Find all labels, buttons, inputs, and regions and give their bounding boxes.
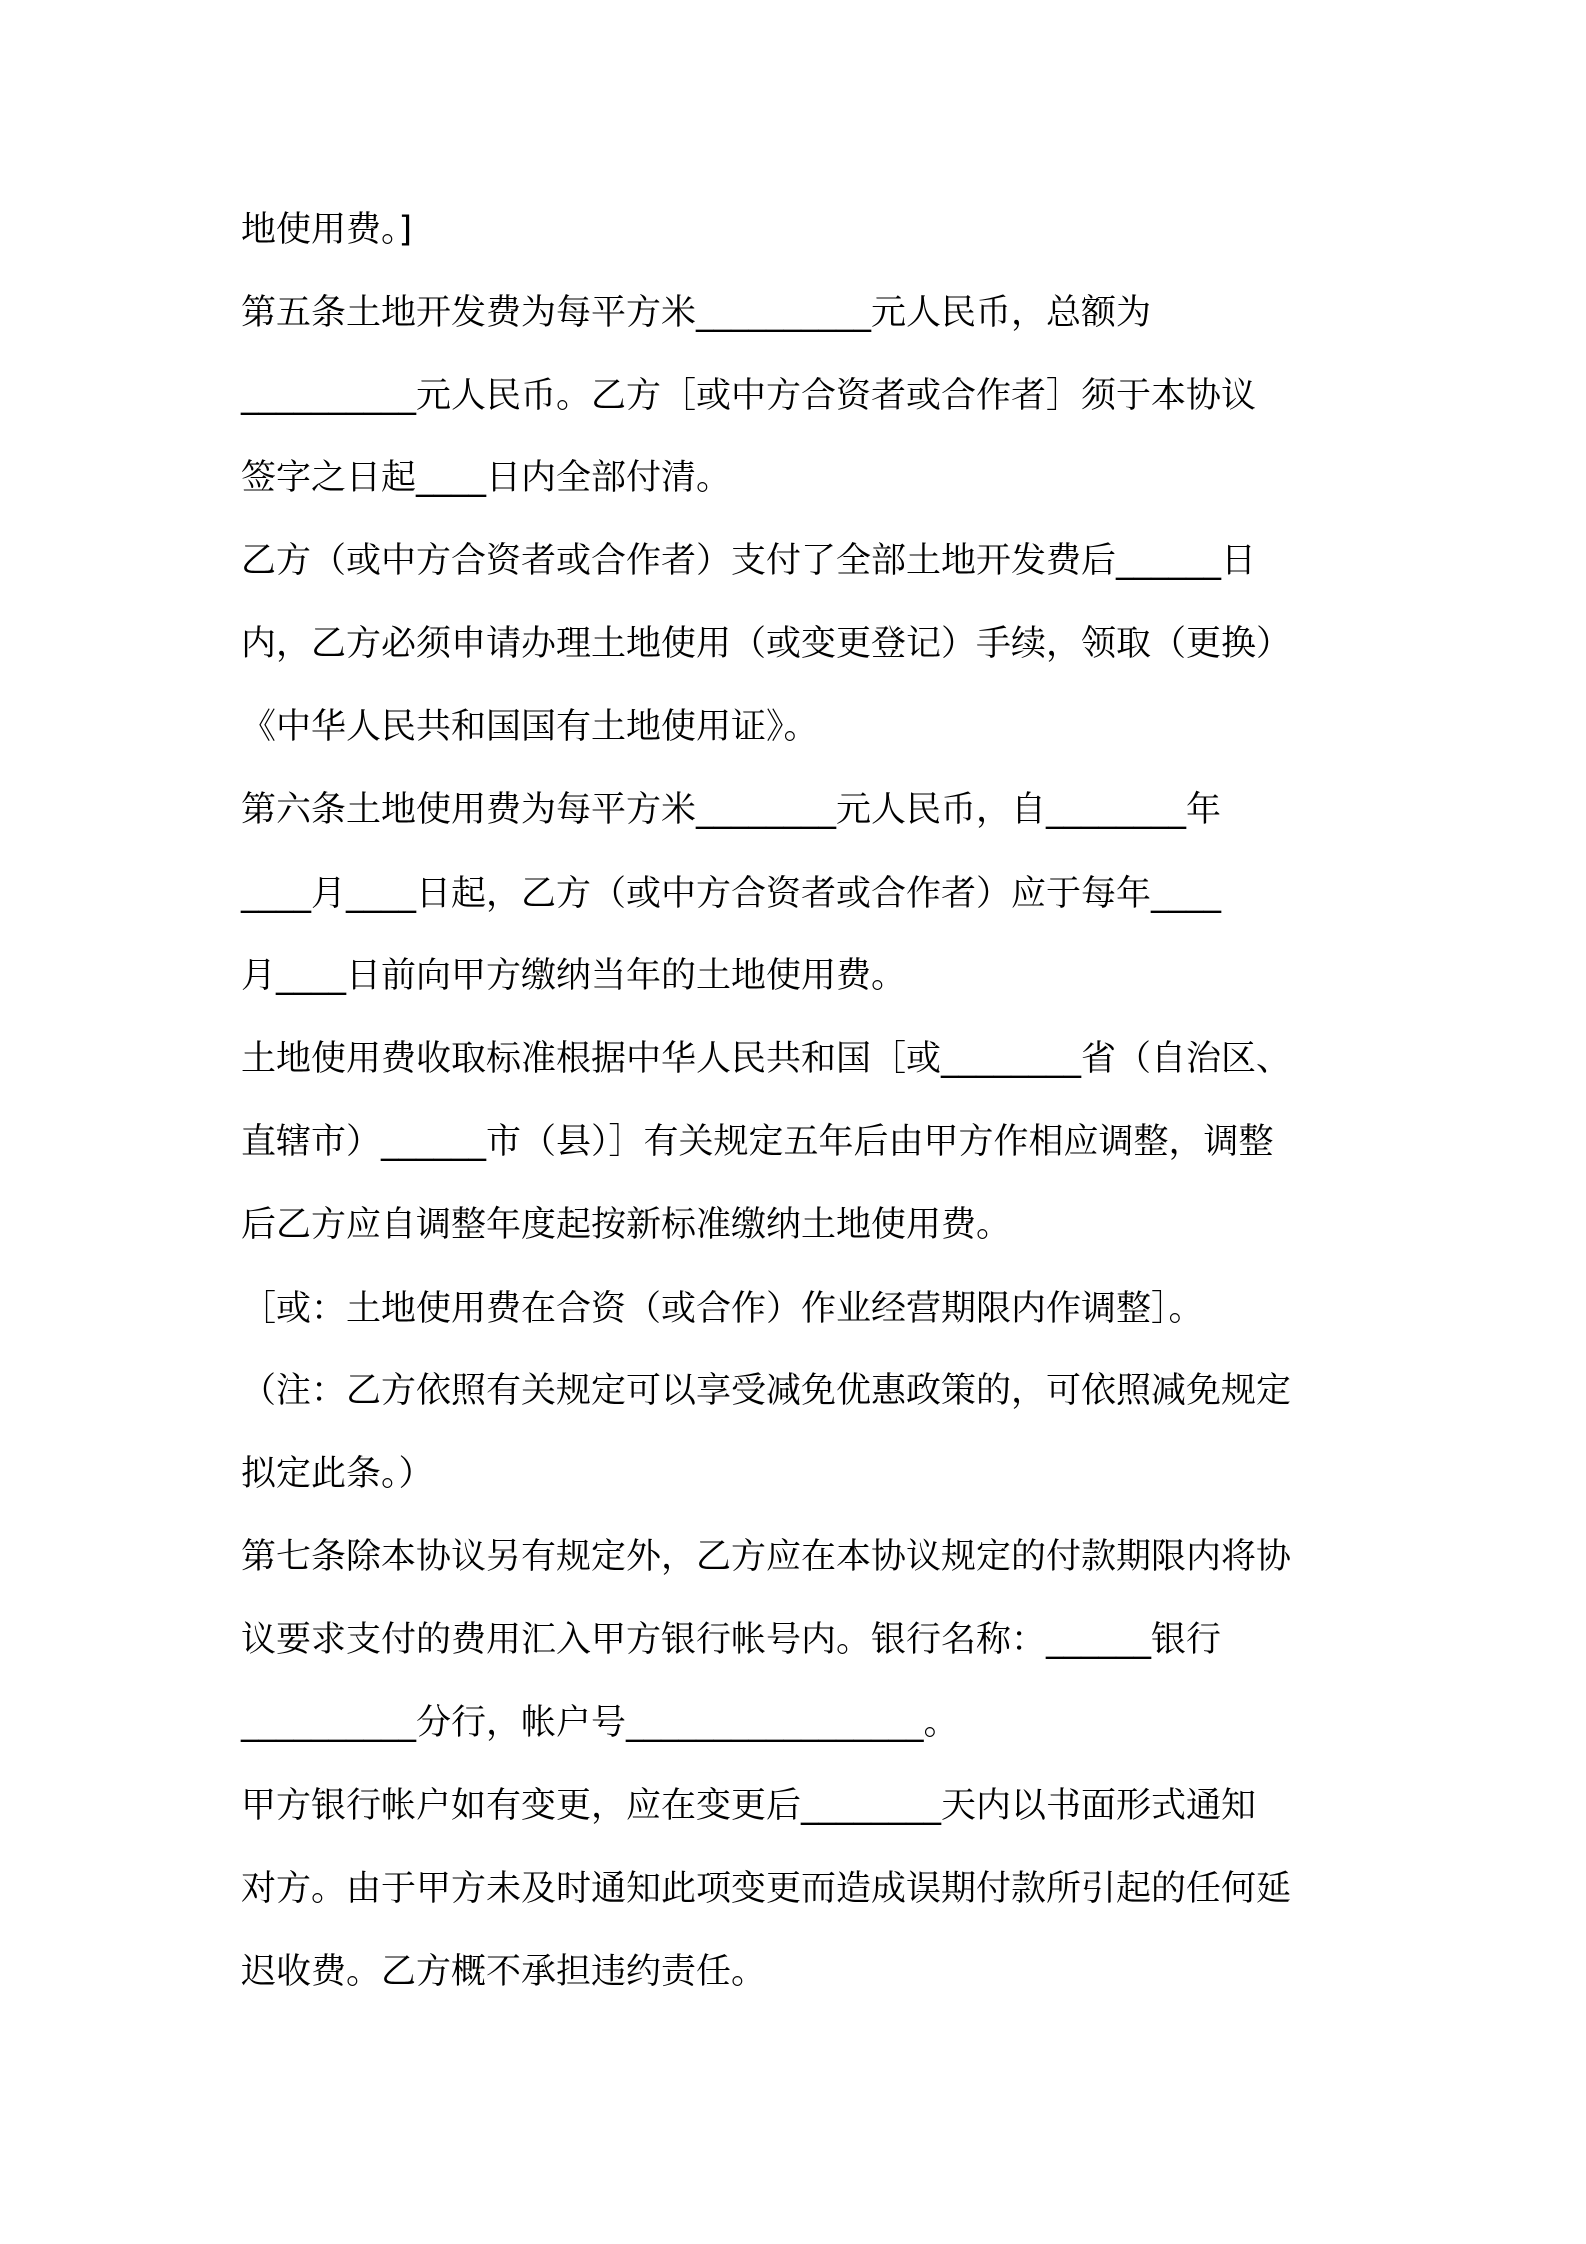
- text-line: 对方。由于甲方未及时通知此项变更而造成误期付款所引起的任何延: [241, 1869, 1292, 1909]
- text-line: 后乙方应自调整年度起按新标准缴纳土地使用费。: [241, 1205, 1012, 1245]
- text-line: 地使用费。]: [241, 210, 413, 250]
- text-line: 《中华人民共和国国有土地使用证》。: [241, 707, 819, 747]
- text-line: ____月____日起，乙方（或中方合资者或合作者）应于每年____: [241, 874, 1222, 914]
- text-line: 第六条土地使用费为每平方米________元人民币，自________年: [241, 790, 1222, 830]
- text-line: 议要求支付的费用汇入甲方银行帐号内。银行名称：______银行: [241, 1620, 1222, 1660]
- text-line: __________元人民币。乙方［或中方合资者或合作者］须于本协议: [241, 376, 1257, 416]
- text-line: 拟定此条。）: [241, 1454, 434, 1494]
- text-line: 签字之日起____日内全部付清。: [241, 458, 732, 498]
- text-line: 月____日前向甲方缴纳当年的土地使用费。: [241, 956, 907, 996]
- text-line: 直辖市）______市（县）］有关规定五年后由甲方作相应调整，调整: [241, 1122, 1274, 1162]
- text-line: （注：乙方依照有关规定可以享受减免优惠政策的，可依照减免规定: [241, 1371, 1292, 1411]
- text-line: 迟收费。乙方概不承担违约责任。: [241, 1952, 767, 1992]
- text-line: 第五条土地开发费为每平方米__________元人民币，总额为: [241, 293, 1152, 333]
- text-line: ［或：土地使用费在合资（或合作）作业经营期限内作调整］。: [241, 1289, 1204, 1329]
- text-line: __________分行，帐户号_________________。: [241, 1703, 959, 1743]
- text-line: 内，乙方必须申请办理土地使用（或变更登记）手续，领取（更换）: [241, 624, 1292, 664]
- text-line: 土地使用费收取标准根据中华人民共和国［或________省（自治区、: [241, 1039, 1292, 1079]
- text-line: 甲方银行帐户如有变更，应在变更后________天内以书面形式通知: [241, 1786, 1257, 1826]
- text-line: 第七条除本协议另有规定外，乙方应在本协议规定的付款期限内将协: [241, 1537, 1292, 1577]
- text-line: 乙方（或中方合资者或合作者）支付了全部土地开发费后______日: [241, 541, 1257, 581]
